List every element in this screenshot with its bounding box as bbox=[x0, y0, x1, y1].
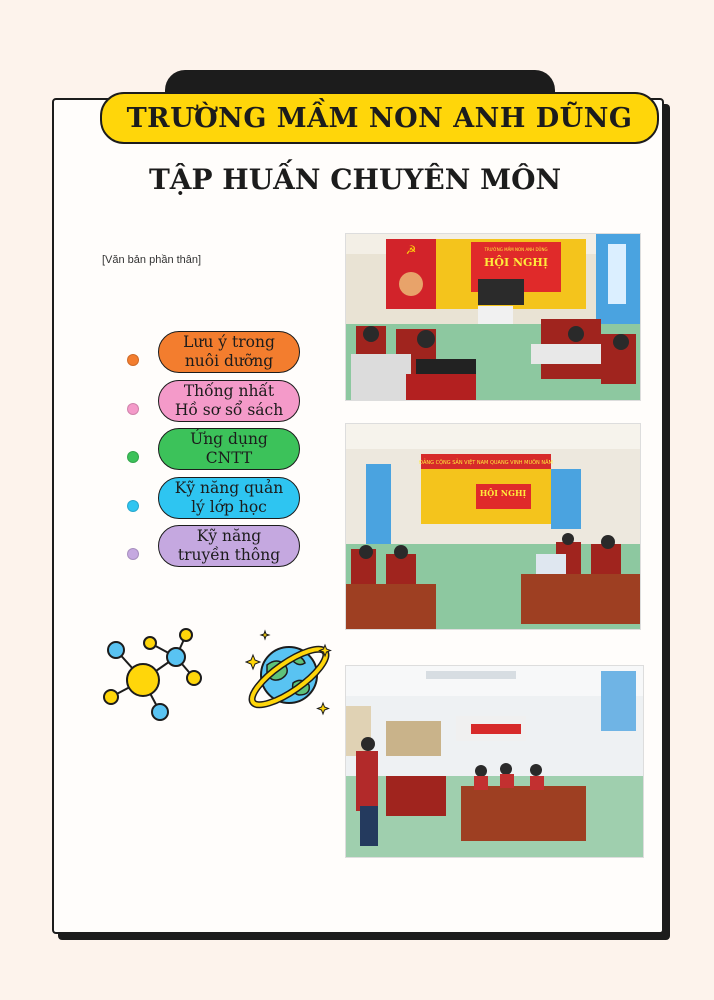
molecule-icon bbox=[98, 625, 208, 725]
photo2-banner-title: HỘI NGHỊ bbox=[479, 488, 527, 498]
training-photo-1 bbox=[345, 233, 641, 401]
topic-line: Thống nhất bbox=[183, 382, 275, 400]
topic-pill bbox=[158, 428, 300, 470]
planet-icon bbox=[245, 625, 335, 720]
page-title: TẬP HUẤN CHUYÊN MÔN bbox=[148, 163, 562, 196]
topic-line: Lưu ý trong bbox=[183, 333, 275, 351]
training-photo-3 bbox=[345, 665, 644, 858]
photo1-banner-title: HỘI NGHỊ bbox=[484, 256, 548, 269]
topic-line: nuôi dưỡng bbox=[184, 352, 274, 370]
topic-bullet bbox=[127, 451, 139, 463]
topic-bullet bbox=[127, 354, 139, 366]
topic-pill bbox=[158, 331, 300, 373]
topic-pill bbox=[158, 477, 300, 519]
topic-line: Kỹ năng quản bbox=[174, 479, 284, 497]
svg-text:☭: ☭ bbox=[405, 243, 417, 257]
topic-pill bbox=[158, 380, 300, 422]
training-photo-2 bbox=[345, 423, 641, 630]
school-name: TRƯỜNG MẦM NON ANH DŨNG bbox=[126, 102, 633, 134]
photo1-banner-small: TRƯỜNG MẦM NON ANH DŨNG bbox=[484, 247, 548, 252]
topic-line: Ứng dụng bbox=[190, 430, 268, 448]
topic-line: lý lớp học bbox=[191, 498, 267, 516]
topic-bullet bbox=[127, 548, 139, 560]
topic-bullet bbox=[127, 500, 139, 512]
topic-line: Hồ sơ sổ sách bbox=[174, 401, 284, 419]
body-text-placeholder: [Văn bản phần thân] bbox=[102, 254, 202, 266]
topic-line: truyền thông bbox=[177, 546, 281, 564]
topic-line: Kỹ năng bbox=[196, 527, 262, 545]
school-name-banner bbox=[100, 92, 659, 144]
topic-pill bbox=[158, 525, 300, 567]
topic-line: CNTT bbox=[205, 449, 253, 467]
photo2-banner-top: ĐẢNG CỘNG SẢN VIỆT NAM QUANG VINH MUÔN NĂM bbox=[419, 460, 553, 466]
topic-bullet bbox=[127, 403, 139, 415]
